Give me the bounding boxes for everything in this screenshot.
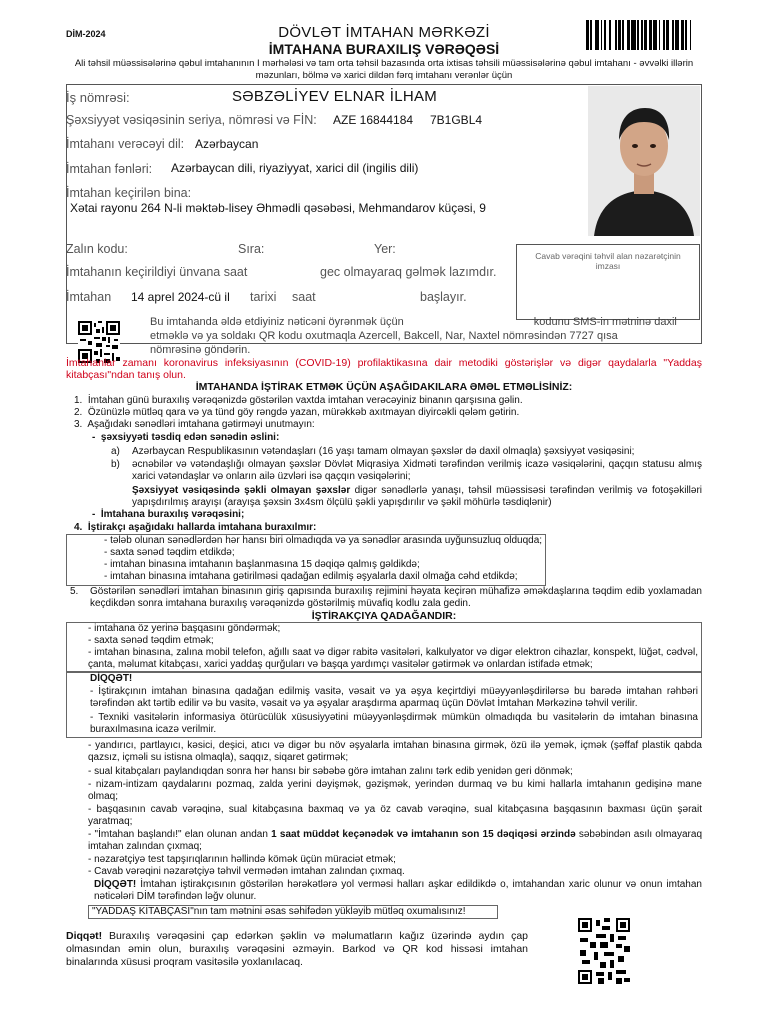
sms-info-line2: etməklə və ya soldakı QR kodu oxutmaqla Azercell, Bakcell, Nar, Naxtel nömrəsindən 7727 qısa — [150, 330, 618, 342]
rule-4-item: - imtahan binasına imtahana gətirilməsi qadağan edilmiş əşyalarla daxil olmağa cəhd etdikdə; — [104, 571, 518, 582]
time-word: saat — [292, 290, 316, 304]
work-number-label: İş nömrəsi: — [66, 90, 130, 105]
signature-box-label: Cavab vərəqini təhvil alan nəzarətçinin imzası — [535, 251, 681, 271]
rule-4-title: 4. İştirakçı aşağıdakı hallarda imtahana buraxılmır: — [74, 522, 317, 533]
rule-3b-foreigners: əcnəbilər və vətəndaşlığı olmayan şəxslər Dövlət Miqrasiya Xidməti tərəfindən verilmiş icazə vəsiqələrini, qaçqın statusu almış xarici vətəndaşlar və onların ailə üzvləri isə qaçqın vəsiqələrini; — [132, 459, 702, 482]
rule-3c-no-photo: Şəxsiyyət vəsiqəsində şəkli olmayan şəxslər digər sənədlərlə yanaşı, təhsil müəssisəsi tərəfindən verilmiş və fotoşəkilləri yapışdırılmış arayışı (arayışa şəxsin 3x4sm ölçülü şəkli yapışdırılır və şəkil möhürlə təsdiqlənir) — [132, 485, 703, 508]
rule-5-number: 5. — [70, 586, 79, 597]
document-title: İMTAHANA BURAXILIŞ VƏRƏQƏSİ — [268, 41, 500, 57]
building-label: İmtahan keçirilən bina: — [66, 186, 192, 200]
covid-notice: İmtahanlar zamanı koronavirus infeksiyasının (COVID-19) profilaktikasına dair metodiki göstərişlər və digər qaydalarla "Yaddaş kitabçası"ndan tanış olun. — [66, 357, 702, 381]
forbidden2-item: - yandırıcı, partlayıcı, kəsici, deşici, atıcı və digər bu növ əşyalarla imtahan binasına girmək, özü ilə yemək, içmək (şəffaf plastik qabda qazsız, içməli su istisna olmaqla), saqqız, siqaret gətirmək; — [88, 740, 702, 763]
sms-info-line1-a: Bu imtahanda əldə etdiyiniz nəticəni öyrənmək üçün — [150, 316, 404, 328]
forbidden-title: İŞTİRAKÇIYA QADAĞANDIR: — [311, 610, 457, 622]
rules-title: İMTAHANDA İŞTİRAK ETMƏK ÜÇÜN AŞAĞIDAKILARA ƏMƏL ETMƏLİSİNİZ: — [195, 381, 573, 393]
subjects-label: İmtahan fənləri: — [66, 162, 153, 176]
person-silhouette-icon — [588, 86, 700, 236]
forbidden2-item: - nəzarətçiyə test tapşırıqlarının həllində kömək üçün müraciət etmək; — [88, 854, 396, 865]
forbidden2-announce: - "İmtahan başlandı!" elan olunan andan 1 saat müddət keçənədək və imtahanın son 15 dəqiqəsi ərzində səbəbindən asılı olmayaraq imtahan zalından çıxmaq; — [88, 829, 703, 852]
rule-3: 3. Aşağıdakı sənədləri imtahana gətirməyi unutmayın: — [74, 419, 315, 430]
rule-3b-letter: b) — [111, 459, 120, 470]
arrival-time-prefix: İmtahanın keçirildiyi ünvana saat — [66, 265, 248, 279]
seat-label: Yer: — [374, 242, 396, 256]
arrival-time-suffix: gec olmayaraq gəlmək lazımdır. — [320, 265, 497, 279]
language-label: İmtahanı verəcəyi dil: — [66, 137, 185, 151]
rule-4-item: - tələb olunan sənədlərdən hər hansı biri olmadıqda və ya sənədlər arasında uyğunsuzluq olduqda; — [104, 535, 543, 546]
document-subtitle: Ali təhsil müəssisələrinə qəbul imtahanının I mərhələsi və tam orta təhsil bazasında orta ixtisas təhsili müəssisələrinə qəbul imtahanı - əvvəlki illərin məzunları, bölmə və xarici dildən fərq imtahanı verənlər üçün — [74, 58, 694, 81]
candidate-photo — [588, 86, 700, 236]
sms-info-line1-b: kodunu SMS-in mətninə daxil — [533, 316, 677, 328]
fin-code: 7B1GBL4 — [430, 113, 483, 127]
rule-3-admission-slip: - İmtahana buraxılış vərəqəsini; — [92, 509, 245, 520]
forbidden2-item: - nizam-intizam qaydalarını pozmaq, zalda yerini dəyişmək, gəzişmək, yerindən durmaq və bu kimi hallarla imtahanın gedişinə mane olmaq; — [88, 779, 702, 802]
yaddas-note: "YADDAŞ KİTABÇASI"nın tam mətnini əsas səhifədən yükləyib mütləq oxumalısınız! — [92, 906, 466, 917]
rule-3-id-document: - şəxsiyyəti təsdiq edən sənədin əslini: — [92, 432, 280, 443]
attention-2: DİQQƏT! İmtahan iştirakçısının göstərilən hərəkətlərə yol verməsi halları aşkar edildikdə o, imtahandan xaric olunur və onun imtahan nəticələri DİM tərəfindən ləğv olunur. — [94, 879, 702, 902]
forbidden-item: - saxta sənəd təqdim etmək; — [88, 635, 214, 646]
sms-info-line3: nömrəsinə göndərin. — [150, 344, 251, 356]
rule-4-item: - imtahan binasına imtahanın başlanmasına 15 dəqiqə qalmış gəldikdə; — [104, 559, 420, 570]
rule-1: 1. İmtahan günü buraxılış vərəqənizdə göstərilən vaxtda imtahan verəcəyiniz binanın qarşısına gəlin. — [74, 395, 523, 406]
document-code: DİM-2024 — [66, 29, 106, 39]
exam-subjects: Azərbaycan dili, riyaziyyat, xarici dil (ingilis dili) — [171, 161, 419, 175]
exam-date: 14 aprel 2024-cü il — [131, 290, 230, 304]
attention-item: - İştirakçının imtahan binasına qadağan edilmiş vasitə, vəsait və ya əşya keçirtdiyi müəyyənləşdirilərsə bu barədə imtahan rəhbəri tərəfindən akt tərtib edilir və bu vasitə, vəsait və ya əşyalar araşdırma aparmaq üçün Dövlət İmtahan Mərkəzinə təhvil verilir. — [90, 686, 698, 709]
supervisor-signature-box — [516, 244, 700, 320]
forbidden2-item: - başqasının cavab vərəqinə, sual kitabçasına baxmaq və ya öz cavab vərəqinə, sual kitabçasına başqasının baxması üçün şərait yaratmaq; — [88, 804, 702, 827]
date-word: tarixi — [250, 290, 277, 304]
rule-4-item: - saxta sənəd təqdim etdikdə; — [104, 547, 235, 558]
rule-2: 2. Özünüzlə mütləq qara və ya tünd göy rəngdə yazan, mürəkkəb axıtmayan diyircəkli qələm gətirin. — [74, 407, 520, 418]
results-sms-info — [150, 315, 702, 357]
rule-5: Göstərilən sənədləri imtahan binasının giriş qapısında buraxılış rejimini həyata keçirən mühafizə əməkdaşlarına təqdim edib yoxlamadan keçdikdən sonra imtahana buraxılış vərəqənizdə göstərilmiş müvafiq kodlu zala gedin. — [90, 586, 702, 609]
qr-code-large-icon — [578, 918, 630, 984]
hall-code-label: Zalın kodu: — [66, 242, 128, 256]
id-number: AZE 16844184 — [333, 113, 414, 127]
rule-3a-citizens: Azərbaycan Respublikasının vətəndaşları (16 yaşı tamam olmayan şəxslər də daxil olmaqla) şəxsiyyət vəsiqəsini; — [132, 446, 635, 457]
organization-name: DÖVLƏT İMTAHAN MƏRKƏZİ — [278, 24, 490, 41]
start-word: başlayır. — [420, 290, 467, 304]
attention-title-1: DİQQƏT! — [90, 673, 133, 684]
id-label: Şəxsiyyət vəsiqəsinin seriya, nömrəsi və FİN: — [66, 113, 317, 127]
attention-item: - Texniki vasitələrin informasiya ötürücülük xüsusiyyətini müəyyənləşdirmək mümkün olmadıqda bu vasitələrin də imtahan binasına buraxılmasına icazə verilmir. — [90, 712, 698, 735]
forbidden-item: - imtahana öz yerinə başqasını göndərmək; — [88, 623, 281, 634]
forbidden2-item: - sual kitabçaları paylandıqdan sonra hər hansı bir səbəbə görə imtahan zalını tərk edib yenidən geri dönmək; — [88, 766, 573, 777]
exam-building: Xətai rayonu 264 N-li məktəb-lisey Əhmədli qəsəbəsi, Mehmandarov küçəsi, 9 — [70, 201, 486, 215]
forbidden-item: - imtahan binasına, zalına mobil telefon, ağıllı saat və digər rabitə vasitələri, kalkulyator və digər elektron cihazlar, konspekt, lüğət, cədvəl, çanta, məlumat kitabçası, xarici yaddaş qurğuları və başqa yardımçı vasitələr gətirmək və onlardan istifadə etmək; — [88, 647, 698, 670]
rule-3a-letter: a) — [111, 446, 120, 457]
row-label: Sıra: — [238, 242, 265, 256]
forbidden2-item: - Cavab vərəqini nəzarətçiyə təhvil vermədən imtahan zalından çıxmaq. — [88, 866, 405, 877]
footer-note: Diqqət! Buraxılış vərəqəsini çap edərkən şəklin və məlumatların kağız üzərində aydın çap olmasından əmin olun, buraxılış vərəqəsini əzməyin. Barkod və QR kod hissəsi imtahan binalarında xüsusi proqram vasitəsilə yoxlanılacaq. — [66, 930, 528, 968]
candidate-name: SƏBZƏLİYEV ELNAR İLHAM — [232, 88, 438, 105]
exam-label: İmtahan — [66, 290, 112, 304]
exam-language: Azərbaycan — [195, 137, 259, 151]
